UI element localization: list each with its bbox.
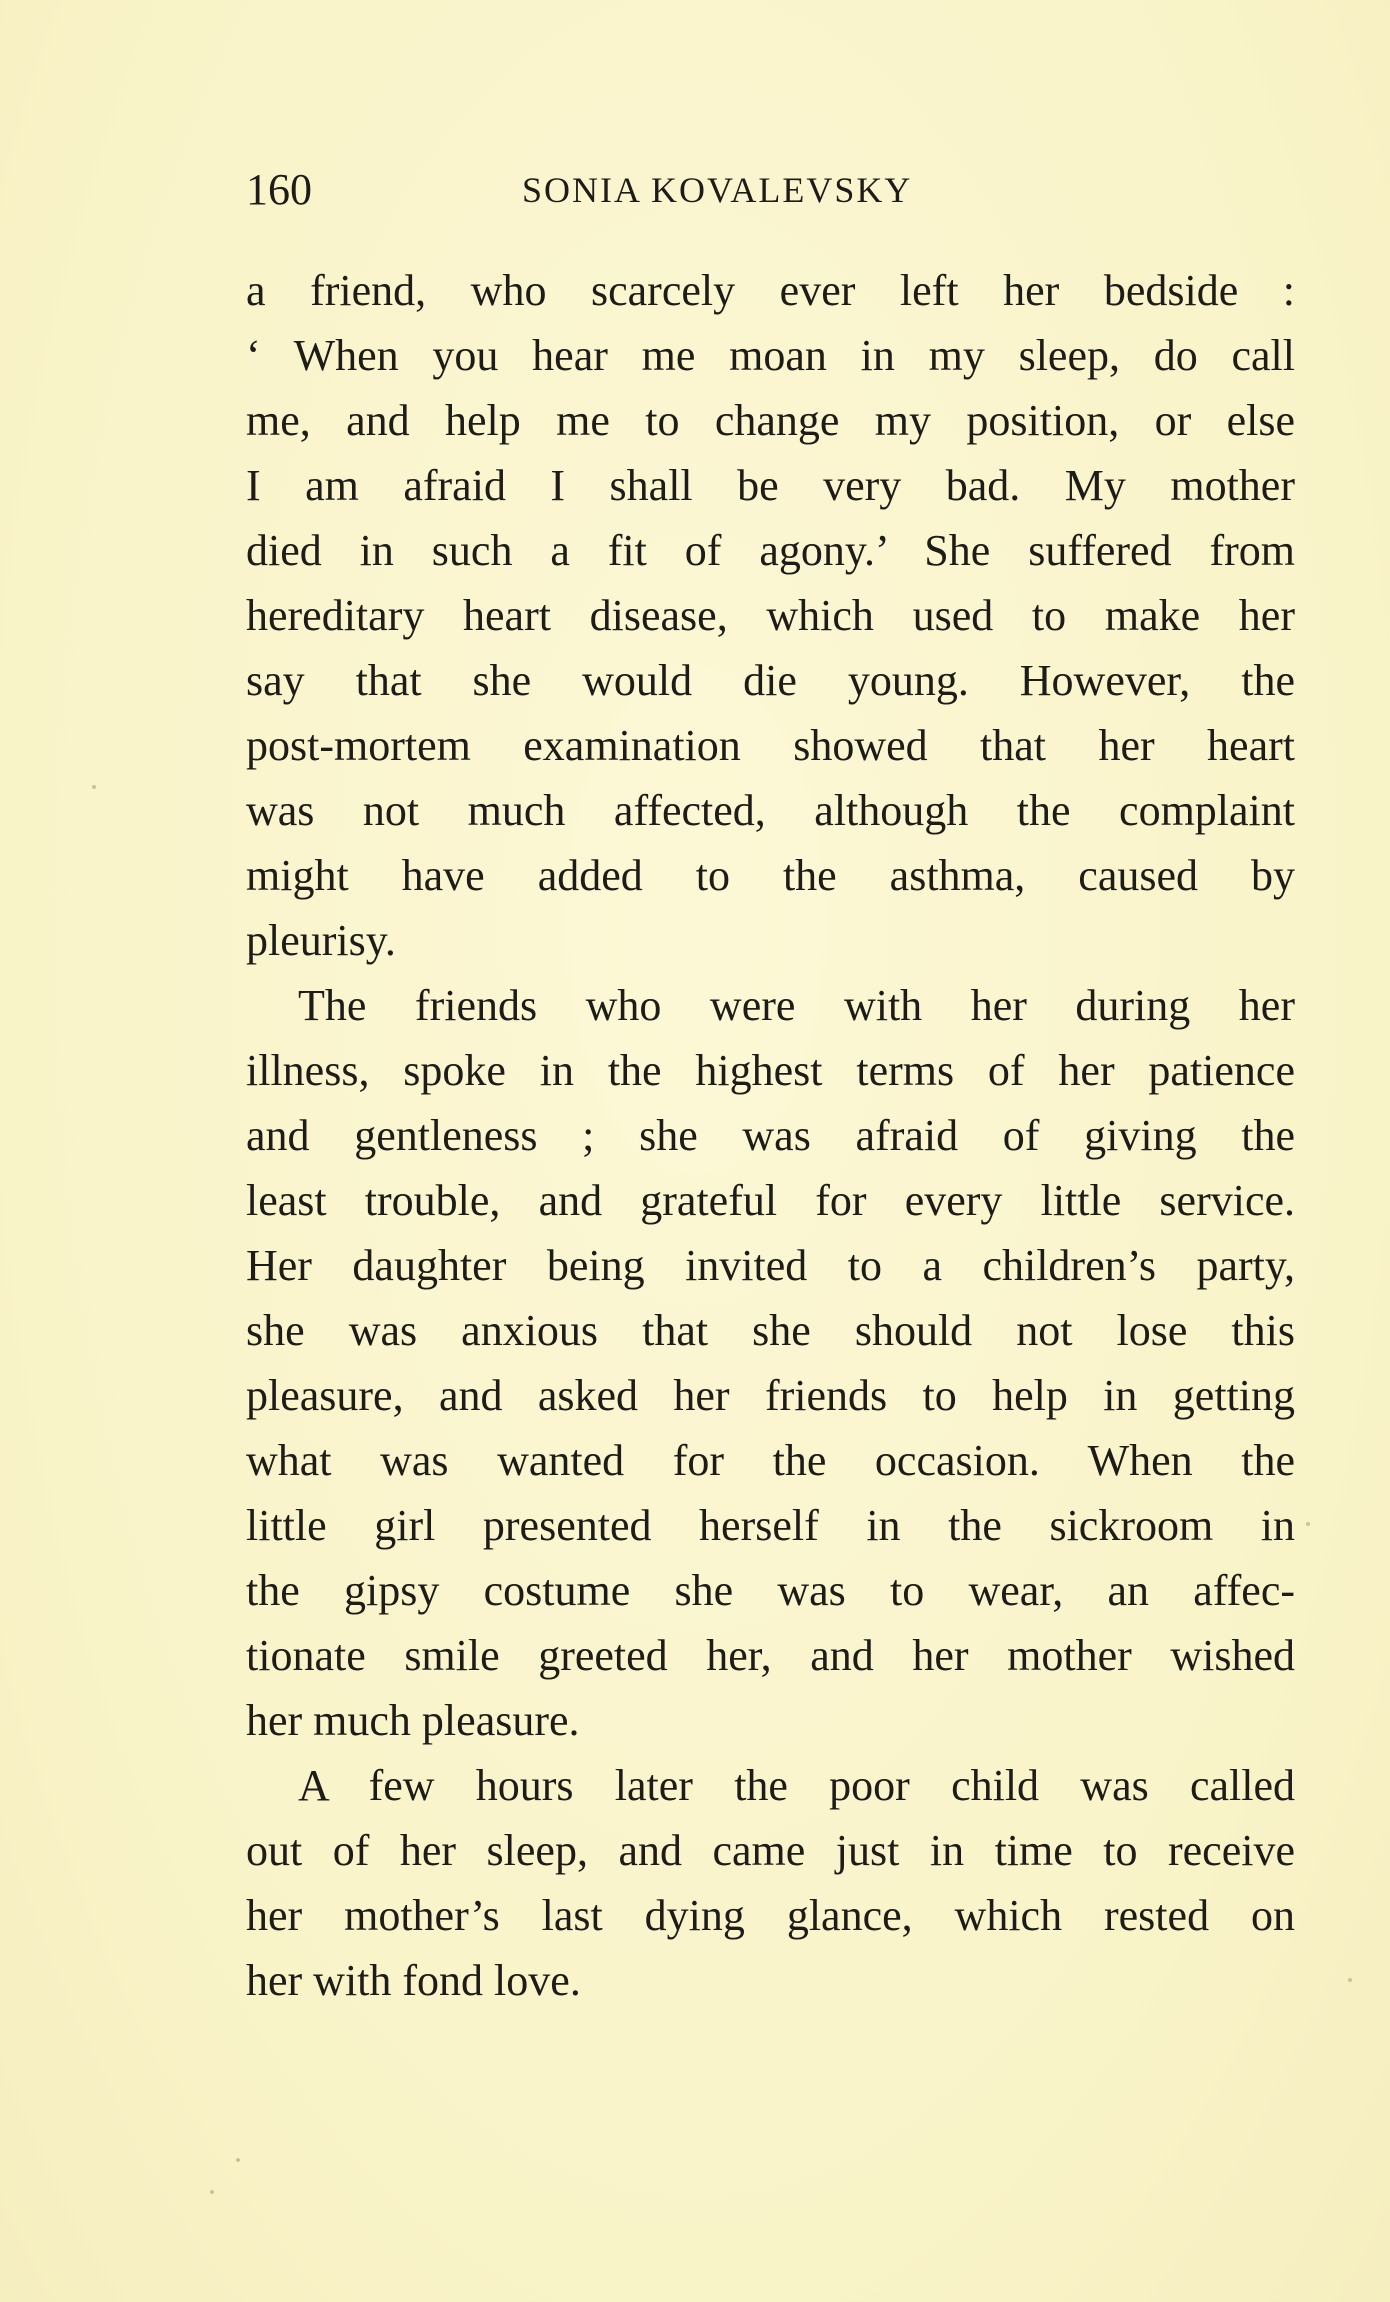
paragraph — [246, 1753, 1295, 2013]
text-line: Her daughter being invited to a children’s party, — [246, 1241, 1295, 1290]
text-line: what was wanted for the occasion. When the — [246, 1436, 1295, 1485]
running-head — [246, 160, 974, 220]
text-line: me, and help me to change my position, or else — [246, 396, 1295, 445]
paragraph — [246, 258, 1295, 973]
text-line: the gipsy costume she was to wear, an affec- — [246, 1566, 1295, 1615]
text-line: ‘ When you hear me moan in my sleep, do call — [246, 331, 1295, 380]
paper-speck — [1348, 1978, 1352, 1982]
paper-speck — [1306, 1522, 1310, 1526]
text-line: tionate smile greeted her, and her mother wished — [246, 1631, 1295, 1680]
text-line: her mother’s last dying glance, which rested on — [246, 1891, 1295, 1940]
text-line: little girl presented herself in the sickroom in — [246, 1501, 1295, 1550]
text-line: pleasure, and asked her friends to help in getting — [246, 1371, 1295, 1420]
running-title: SONIA KOVALEVSKY — [522, 170, 913, 210]
paper-speck — [210, 2190, 214, 2194]
page-number: 160 — [246, 165, 312, 214]
body-text — [246, 258, 1295, 2013]
text-line: her with fond love. — [246, 1956, 581, 2005]
text-line: illness, spoke in the highest terms of her patience — [246, 1046, 1295, 1095]
text-line: might have added to the asthma, caused by — [246, 851, 1295, 900]
text-line: a friend, who scarcely ever left her bedside : — [246, 266, 1295, 315]
paper-speck — [236, 2158, 240, 2162]
text-line: hereditary heart disease, which used to make her — [246, 591, 1295, 640]
text-line: was not much affected, although the complaint — [246, 786, 1295, 835]
text-line: and gentleness ; she was afraid of giving the — [246, 1111, 1295, 1160]
text-line: her much pleasure. — [246, 1696, 580, 1745]
text-line: out of her sleep, and came just in time to receive — [246, 1826, 1295, 1875]
text-line: died in such a fit of agony.’ She suffered from — [246, 526, 1295, 575]
text-line: pleurisy. — [246, 916, 396, 965]
paragraph — [246, 973, 1295, 1753]
text-line: least trouble, and grateful for every little service. — [246, 1176, 1295, 1225]
paper-speck — [92, 785, 96, 789]
text-line: say that she would die young. However, the — [246, 656, 1295, 705]
text-line: post-mortem examination showed that her heart — [246, 721, 1295, 770]
text-line: The friends who were with her during her — [298, 981, 1295, 1030]
text-line: I am afraid I shall be very bad. My mother — [246, 461, 1295, 510]
text-line: A few hours later the poor child was called — [298, 1761, 1295, 1810]
text-line: she was anxious that she should not lose this — [246, 1306, 1295, 1355]
